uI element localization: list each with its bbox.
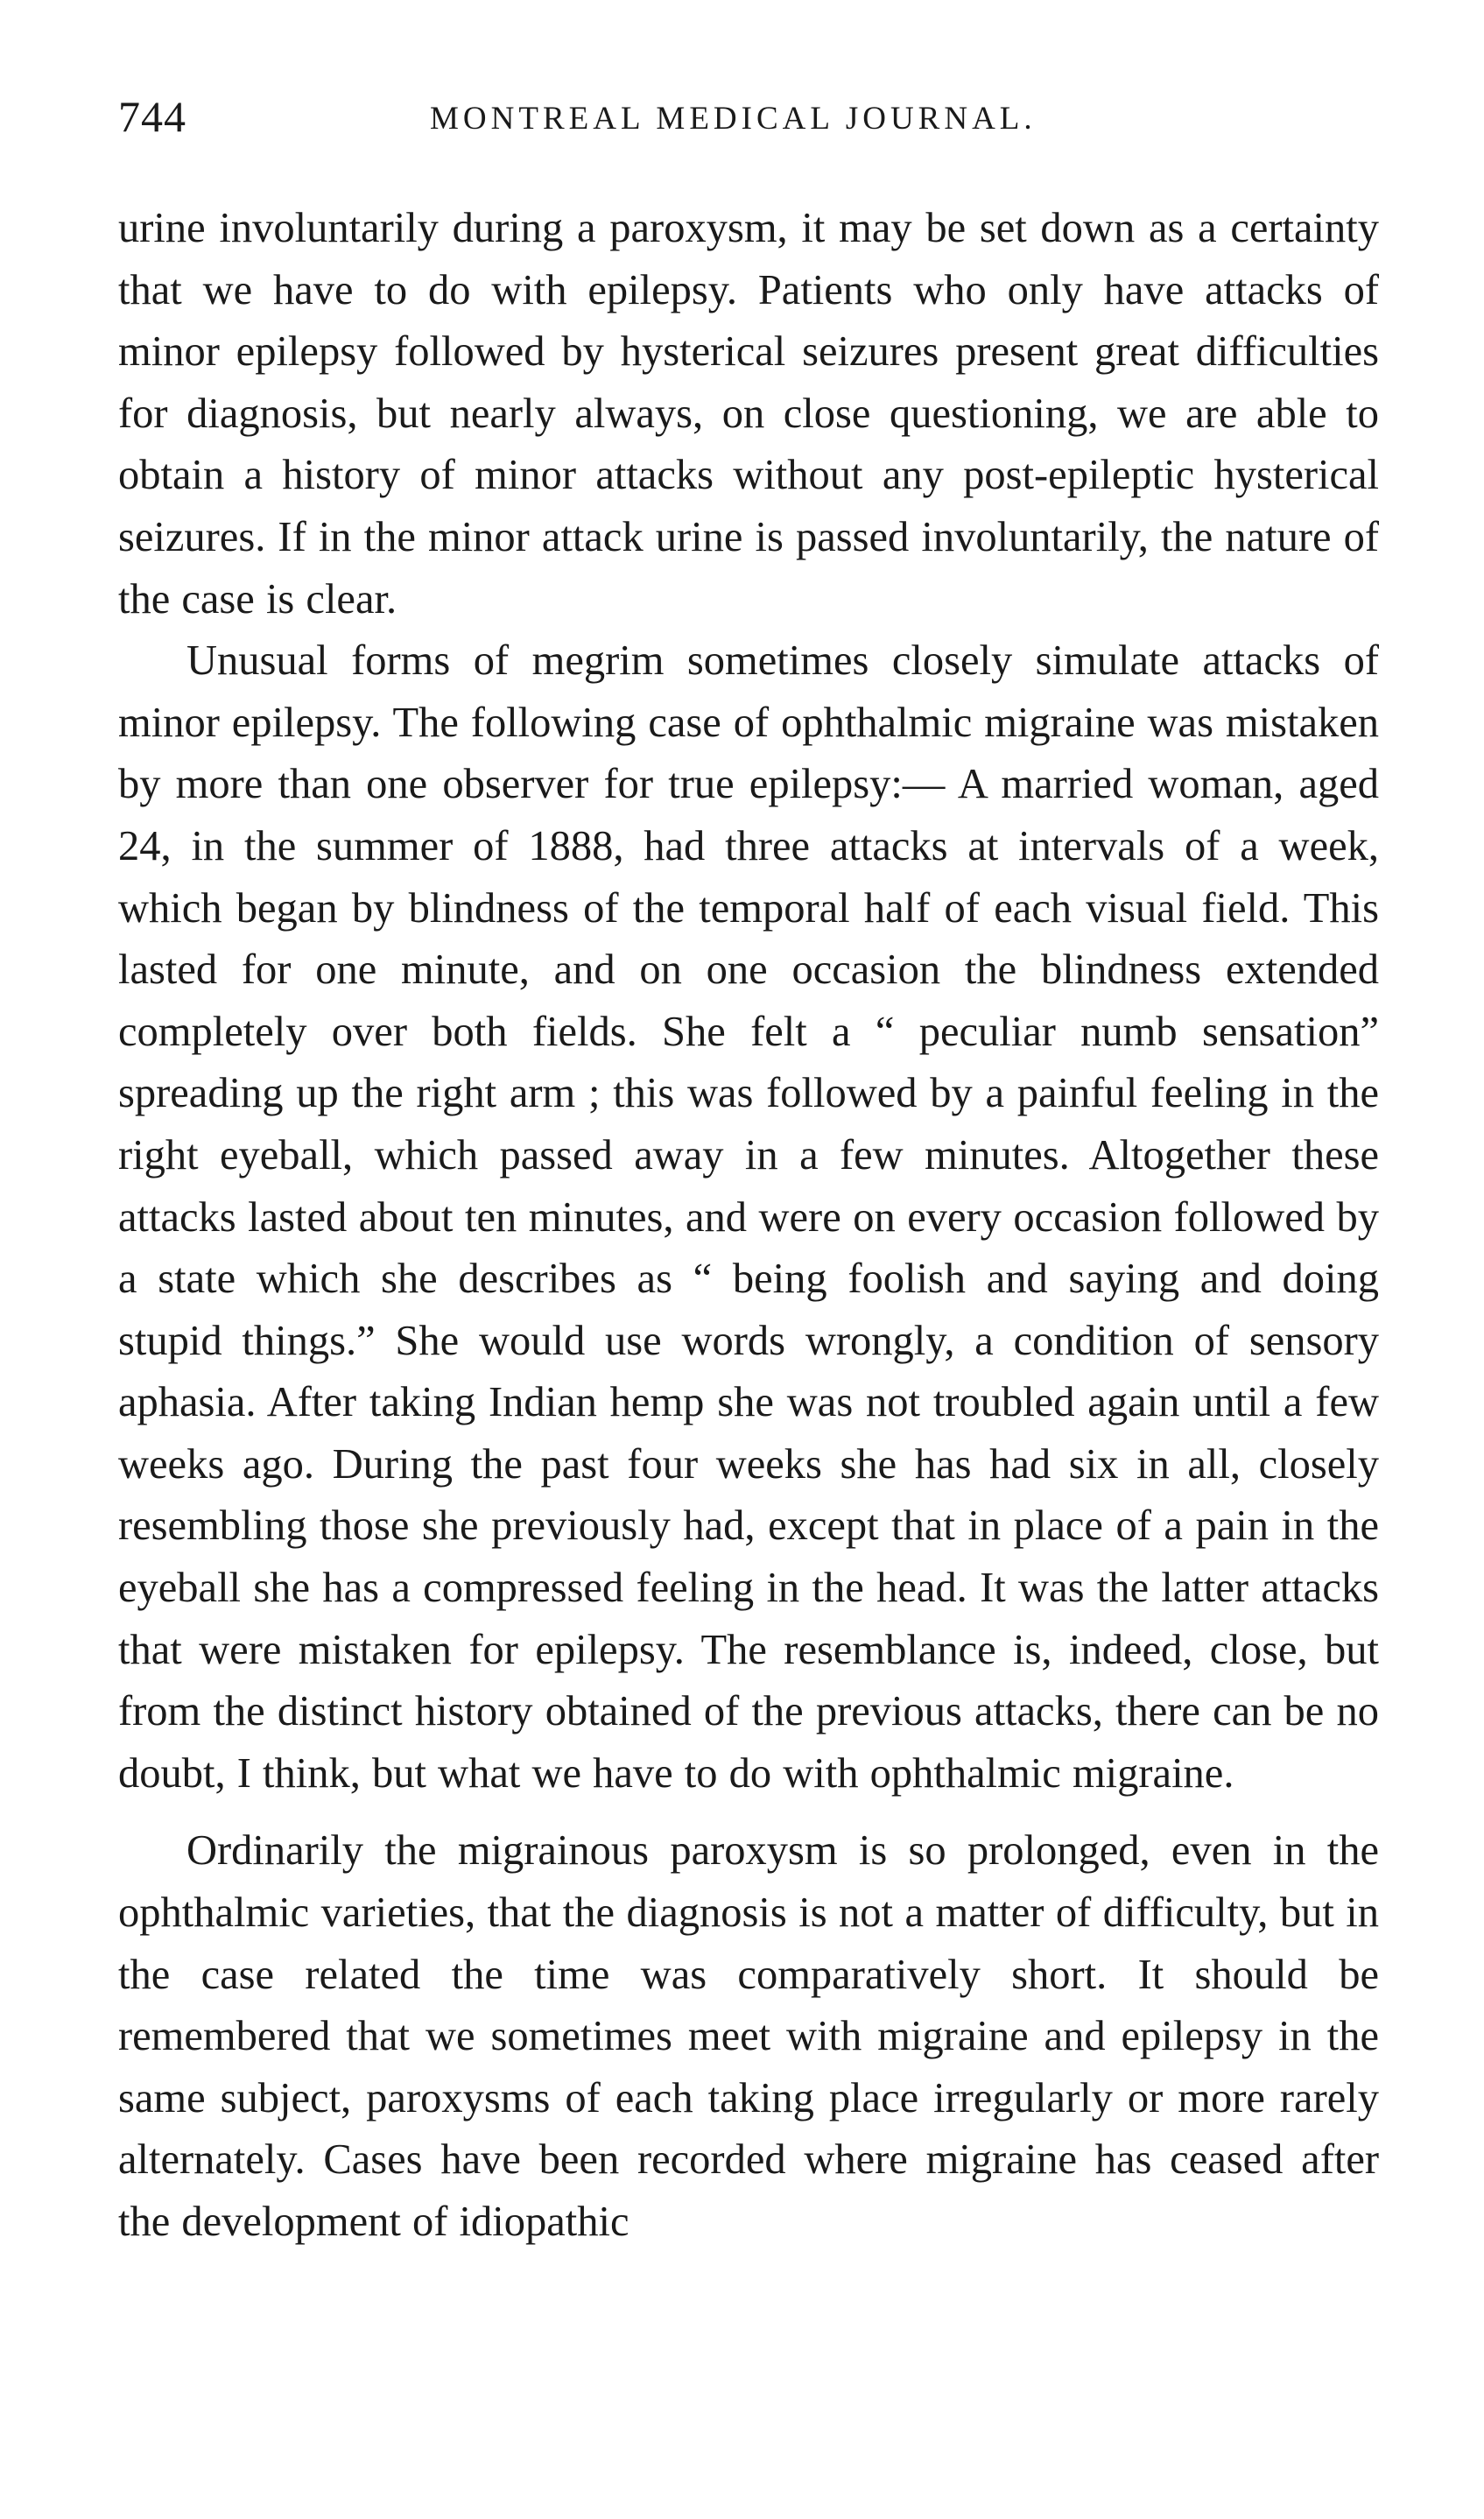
page-number: 744 bbox=[118, 92, 186, 141]
paragraph-continuation: urine involuntarily during a paroxysm, it may be set down as a certainty that we have to do with epilepsy. Patients who only have attacks of minor epilepsy followed by hysterical seizures present great difficulties for diagnosis, but nearly always, on close questioning, we are able to obtain a history of minor attacks without any post-epileptic hysterical seizures. If in the minor attack urine is passed involuntarily, the nature of the case is clear. bbox=[118, 205, 1379, 623]
paragraph-megrim-case: Unusual forms of megrim sometimes closely simulate attacks of minor epilepsy. The following case of ophthalmic migraine was mistaken by more than one observer for true epilepsy:— A married woman, aged 24, in the summer of 1888, had three attacks at intervals of a week, which began by blindness of the temporal half of each visual field. This lasted for one minute, and on one occasion the blindness extended completely over both fields. She felt a “ peculiar numb sensation” spreading up the right arm ; this was followed by a painful feeling in the right eyeball, which passed away in a few minutes. Altogether these attacks lasted about ten minutes, and were on every occasion followed by a state which she describes as “ being foolish and saying and doing stupid things.” She would use words wrongly, a condition of sensory aphasia. After taking Indian hemp she was not troubled again until a few weeks ago. During the past four weeks she has had six in all, closely resembling those she previously had, except that in place of a pain in the eyeball she has a compressed feeling in the head. It was the latter attacks that were mistaken for epilepsy. The resemblance is, indeed, close, but from the distinct history obtained of the previous attacks, there can be no doubt, I think, but what we have to do with ophthalmic migraine. bbox=[118, 637, 1379, 1797]
paragraph-migrainous-paroxysm: Ordinarily the migrainous paroxysm is so prolonged, even in the ophthalmic varieties, that the diagnosis is not a matter of difficulty, but in the case related the time was comparatively short. It should be remembered that we sometimes meet with migraine and epilepsy in the same subject, paroxysms of each taking place irregularly or more rarely alternately. Cases have been recorded where migraine has ceased after the development of idiopathic bbox=[118, 1827, 1379, 2245]
journal-title: MONTREAL MEDICAL JOURNAL. bbox=[430, 101, 1037, 137]
body-text bbox=[118, 198, 1379, 2254]
journal-page bbox=[118, 88, 1379, 2254]
running-head bbox=[118, 88, 1379, 158]
